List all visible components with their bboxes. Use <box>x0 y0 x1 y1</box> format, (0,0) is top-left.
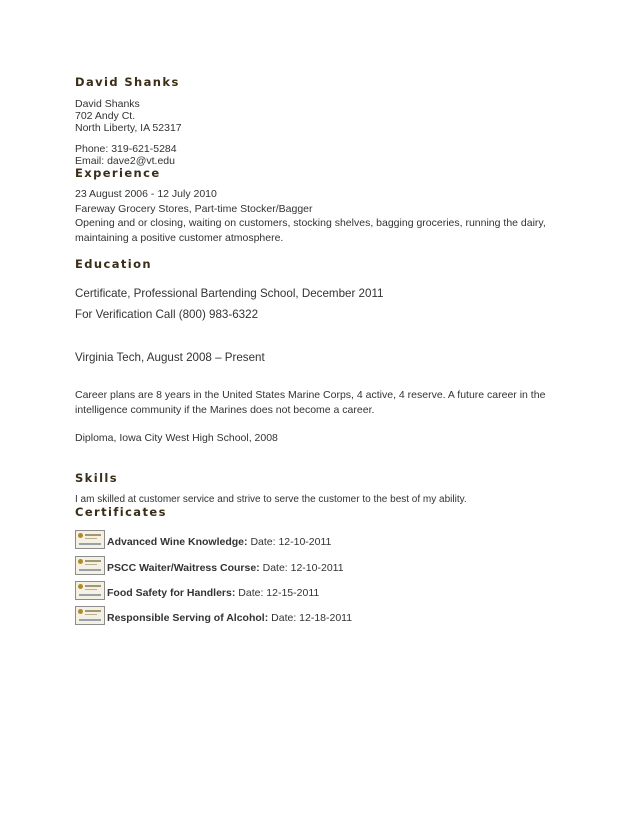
certificate-icon <box>75 556 105 575</box>
contact-block <box>75 98 182 134</box>
experience-heading: Experience <box>75 166 161 180</box>
certificate-text <box>107 587 319 599</box>
resume-name-heading: David Shanks <box>75 75 180 89</box>
certificate-text <box>107 612 352 624</box>
certificate-date: Date: 12-15-2011 <box>238 587 320 599</box>
contact-street: 702 Andy Ct. <box>75 110 136 122</box>
certificate-name: Food Safety for Handlers: <box>107 587 236 599</box>
certificate-icon <box>75 581 105 600</box>
experience-description-line-2: maintaining a positive customer atmosphere. <box>75 231 284 244</box>
experience-description-line-1: Opening and or closing, waiting on customers, stocking shelves, bagging groceries, running the dairy, <box>75 217 546 229</box>
certificate-text <box>107 536 331 548</box>
certificate-date: Date: 12-18-2011 <box>271 612 353 624</box>
contact-name: David Shanks <box>75 98 140 110</box>
certificate-name: Advanced Wine Knowledge: <box>107 536 248 548</box>
certificate-item <box>75 581 555 603</box>
certificate-text <box>107 562 344 574</box>
education-heading: Education <box>75 257 152 271</box>
education-diploma: Diploma, Iowa City West High School, 2008 <box>75 432 278 444</box>
contact-email[interactable]: Email: dave2@vt.edu <box>75 155 175 167</box>
education-career-plans <box>75 388 565 417</box>
certificate-date: Date: 12-10-2011 <box>262 562 344 574</box>
education-university-line: Virginia Tech, August 2008 – Present <box>75 351 265 364</box>
contact-phone: Phone: 319-621-5284 <box>75 143 177 155</box>
certificate-name: Responsible Serving of Alcohol: <box>107 612 269 624</box>
experience-employer: Fareway Grocery Stores, Part-time Stocker/Bagger <box>75 202 313 215</box>
experience-entry <box>75 187 565 245</box>
certificate-icon <box>75 530 105 549</box>
certificates-heading: Certificates <box>75 505 167 519</box>
certificate-item <box>75 530 555 552</box>
skills-heading: Skills <box>75 471 119 485</box>
career-plans-line-2: intelligence community if the Marines does not become a career. <box>75 403 375 416</box>
certificate-date: Date: 12-10-2011 <box>250 536 332 548</box>
career-plans-line-1: Career plans are 8 years in the United States Marine Corps, 4 active, 4 reserve. A future career in the <box>75 389 546 401</box>
education-certificate-line: Certificate, Professional Bartending School, December 2011 <box>75 287 384 300</box>
contact-phone-email <box>75 143 177 167</box>
experience-dates: 23 August 2006 - 12 July 2010 <box>75 188 217 200</box>
certificate-icon <box>75 606 105 625</box>
skills-text: I am skilled at customer service and strive to serve the customer to the best of my ability. <box>75 494 467 505</box>
contact-city: North Liberty, IA 52317 <box>75 122 182 134</box>
certificate-item <box>75 556 555 578</box>
certificate-item <box>75 606 555 628</box>
education-verification-line: For Verification Call (800) 983-6322 <box>75 308 259 321</box>
certificate-name: PSCC Waiter/Waitress Course: <box>107 562 260 574</box>
